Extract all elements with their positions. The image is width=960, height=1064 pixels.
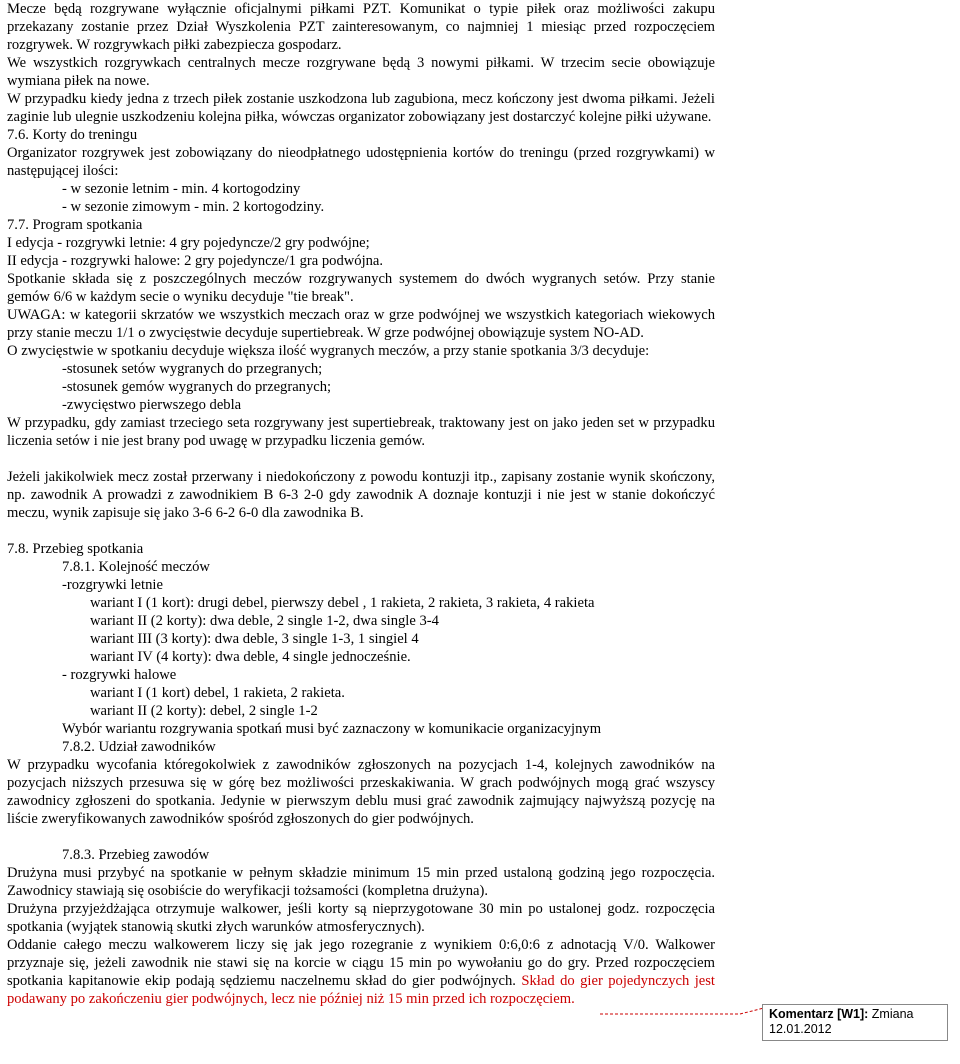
list-item (7, 360, 715, 378)
list-item (7, 378, 715, 396)
paragraph: Wybór wariantu rozgrywania spotkań musi być zaznaczony w komunikacie organizacyjnym (62, 721, 602, 737)
list-item: wariant IV (4 korty): dwa deble, 4 single jednocześnie. (90, 649, 411, 665)
section-heading: 7.7. Program spotkania (7, 217, 143, 233)
paragraph: Drużyna musi przybyć na spotkanie w pełnym składzie minimum 15 min przed ustaloną godziną jego rozpoczęcia. Zawodnicy stawiają się osobiście do weryfikacji tożsamości (kompletna drużyna). (7, 865, 715, 899)
paragraph-text: Oddanie całego meczu walkowerem liczy się jak jego rozegranie z wynikiem 0:6,0:6 z adnotacją V/0. Walkower przyznaje się, jeżeli zawodnik nie stawi się na korcie w ciągu 15 min po wywołaniu go do gry. Przed rozpoczęciem spotkania kapitanowie ekip podają sędziemu naczelnemu skład do gier podwójnych. (7, 937, 715, 989)
bullet-dash: - (62, 361, 67, 377)
bullet-dash: - (62, 577, 67, 593)
list-item: - w sezonie letnim - min. 4 kortogodziny (62, 181, 301, 197)
section-heading: 7.6. Korty do treningu (7, 127, 138, 143)
paragraph: W przypadku wycofania któregokolwiek z zawodników zgłoszonych na pozycjach 1-4, kolejnych zawodników na pozycjach niższych przesuwa się w górę bez możliwości przeskakiwania. W grach podwójnych mogą grać wszyscy zawodnicy zgłoszeni do spotkania. Jedynie w pierwszym deblu musi grać zawodnik zajmujący najwyższą pozycję na liście zweryfikowanych zawodników spośród zgłoszonych do gier podwójnych. (7, 757, 715, 827)
paragraph: UWAGA: w kategorii skrzatów we wszystkich meczach oraz w grze podwójnej we wszystkich kategoriach wiekowych przy stanie meczu 1/1 o zwycięstwie decyduje supertiebreak. W grze podwójnej obowiązuje system NO-AD. (7, 307, 715, 341)
paragraph: W przypadku, gdy zamiast trzeciego seta rozgrywany jest supertiebreak, traktowany jest on jako jeden set w przypadku liczenia setów i nie jest brany pod uwagę w przypadku liczenia gemów. (7, 415, 715, 449)
list-item-text: stosunek gemów wygranych do przegranych; (66, 379, 332, 395)
list-item: wariant III (3 korty): dwa deble, 3 single 1-3, 1 singiel 4 (90, 631, 419, 647)
list-item-text: zwycięstwo pierwszego debla (66, 397, 242, 413)
spacer (7, 828, 715, 846)
paragraph: Mecze będą rozgrywane wyłącznie oficjalnymi piłkami PZT. Komunikat o typie piłek oraz możliwości zakupu przekazany zostanie przez Dział Wyszkolenia PZT zainteresowanym, co najmniej 1 miesiąc przed rozpoczęciem rozgrywek. W rozgrywkach piłki zabezpiecza gospodarz. (7, 1, 715, 53)
comment-balloon[interactable] (762, 1004, 948, 1041)
subsection-heading: 7.8.2. Udział zawodników (62, 739, 216, 755)
paragraph: Organizator rozgrywek jest zobowiązany do nieodpłatnego udostępnienia kortów do treningu (przed rozgrywkami) w następującej ilości: (7, 145, 715, 179)
comment-text: Zmiana (871, 1007, 914, 1021)
bullet-dash: - (62, 397, 67, 413)
bullet-dash: - (62, 379, 67, 395)
paragraph: II edycja - rozgrywki halowe: 2 gry pojedyncze/1 gra podwójna. (7, 253, 384, 269)
paragraph: I edycja - rozgrywki letnie: 4 gry pojedyncze/2 gry podwójne; (7, 235, 370, 251)
list-item: wariant II (2 korty): dwa deble, 2 single 1-2, dwa single 3-4 (90, 613, 439, 629)
list-item: wariant I (1 kort) debel, 1 rakieta, 2 rakieta. (90, 685, 345, 701)
paragraph (7, 936, 715, 1008)
list-item: - rozgrywki halowe (62, 667, 177, 683)
comment-connector (600, 1005, 765, 1015)
highlighted-text: Skład do gier pojedynczych jest podawany po zakończeniu gier podwójnych, lecz nie później niż 15 min przed ich rozpoczęciem. (7, 973, 715, 1007)
subsection-heading: 7.8.3. Przebieg zawodów (62, 847, 210, 863)
section-heading: 7.8. Przebieg spotkania (7, 541, 144, 557)
subsection-heading: 7.8.1. Kolejność meczów (62, 559, 210, 575)
paragraph: Spotkanie składa się z poszczególnych meczów rozgrywanych systemem do dwóch wygranych setów. Przy stanie gemów 6/6 w każdym secie o wyniku decyduje "tie break". (7, 271, 715, 305)
list-item: wariant II (2 korty): debel, 2 single 1-2 (90, 703, 318, 719)
paragraph: Jeżeli jakikolwiek mecz został przerwany i niedokończony z powodu kontuzji itp., zapisany zostanie wynik skończony, np. zawodnik A prowadzi z zawodnikiem B 6-3 2-0 gdy zawodnik A doznaje kontuzji i nie jest w stanie dokończyć meczu, wynik zapisuje się jako 3-6 6-2 6-0 dla zawodnika B. (7, 469, 715, 521)
list-item-text: stosunek setów wygranych do przegranych; (66, 361, 323, 377)
list-item: wariant I (1 kort): drugi debel, pierwszy debel , 1 rakieta, 2 rakieta, 3 rakieta, 4 rakieta (90, 595, 595, 611)
paragraph: Drużyna przyjeżdżająca otrzymuje walkower, jeśli korty są nieprzygotowane 30 min po ustalonej godz. rozpoczęcia spotkania (wyjątek stanowią skutki złych warunków atmosferycznych). (7, 901, 715, 935)
spacer (7, 522, 715, 540)
paragraph: We wszystkich rozgrywkach centralnych mecze rozgrywane będą 3 nowymi piłkami. W trzecim secie obowiązuje wymiana piłek na nowe. (7, 55, 715, 89)
paragraph: W przypadku kiedy jedna z trzech piłek zostanie uszkodzona lub zagubiona, mecz kończony jest dwoma piłkami. Jeżeli zaginie lub ulegnie uszkodzeniu kolejna piłka, wówczas organizator zobowiązany jest dostarczyć kolejne piłki używane. (7, 91, 715, 125)
document-body (7, 0, 715, 1008)
list-item-text: rozgrywki letnie (66, 577, 163, 593)
spacer (7, 450, 715, 468)
list-item: - w sezonie zimowym - min. 2 kortogodziny. (62, 199, 325, 215)
list-item (7, 576, 715, 594)
comment-date: 12.01.2012 (769, 1022, 832, 1036)
paragraph: O zwycięstwie w spotkaniu decyduje większa ilość wygranych meczów, a przy stanie spotkania 3/3 decyduje: (7, 343, 650, 359)
comment-label: Komentarz [W1]: (769, 1007, 869, 1021)
list-item (7, 396, 715, 414)
